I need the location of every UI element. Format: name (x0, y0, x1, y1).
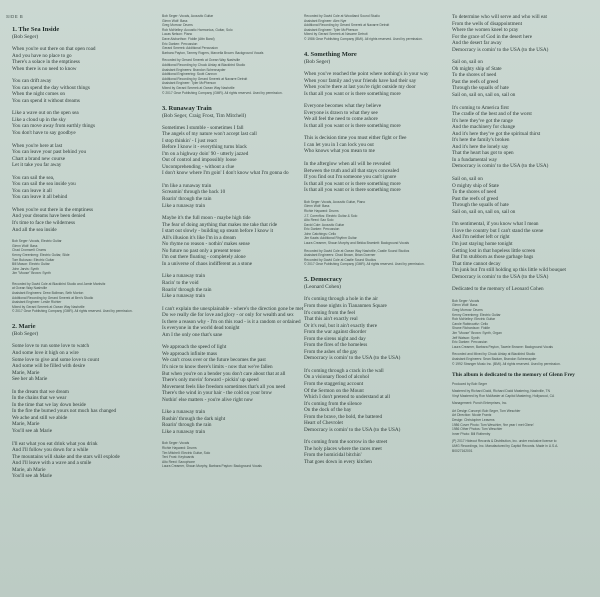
lyric-line: The angels of my nature won't accept last call (162, 131, 257, 138)
lyric-line: When your family and your friends have had their say (304, 77, 417, 84)
lyric-line: And I'll follow you down for a while (12, 447, 89, 454)
lyric-line: Marie, ah Marie (12, 466, 46, 473)
lyric-line: That this ain't exactly real (304, 316, 358, 323)
credits (304, 200, 416, 246)
credit-line: (P) 2017 Hideout Records & Distribution, Inc. under exclusive license to (452, 439, 557, 444)
management-credit: Management: Punch Enterprises, Inc. (452, 401, 508, 406)
song-author: (Bob Seger) (304, 58, 331, 65)
lyric-line: From the war against disorder (304, 329, 367, 336)
lyric-line: Heart of Chevrolet (304, 420, 343, 427)
lyric-line: And you have no place to go (12, 52, 72, 59)
lyric-line: Like a cloud up in the sky (12, 116, 66, 123)
lyric-line: The holy places where the races meet (304, 445, 382, 452)
credit-line: Art Direction: Nicole Frantz (452, 413, 492, 418)
credit-line: Bob Seger: Vocals (452, 298, 480, 303)
credit-line: Bob Seger: Vocals, Acoustic Guitar (162, 14, 214, 18)
credit-line: Assistant Engineer: Alex Nye (304, 18, 347, 23)
credit-line: B0027162001 (452, 448, 473, 453)
credit-line: David Cole: Acoustic Guitar (304, 222, 345, 227)
lyric-line: We all feel the need to come ashore (304, 116, 378, 123)
credit-line: Dave Alsburthon: Fiddle (Attn Band) (162, 36, 215, 41)
column-3 (304, 14, 429, 466)
credit-line: Recorded by David Cole at Blackbird Studio and Jamie Markvitz (12, 281, 106, 286)
lyric-line: I love the country but I can't stand the scene (452, 227, 544, 234)
lyric-line: That the heart has got to open (452, 150, 514, 157)
lyric-line: Roarin' through the rain (162, 422, 212, 429)
credit-line: Additional Recording by Gerard Smerek at Navarre Detroit (304, 23, 390, 28)
lyric-line: Marie, Marie (12, 369, 40, 376)
lyric-line: You'll see ah Marie (12, 428, 53, 434)
credit-line: Additional Recording by Gerard Smerek at Ben's Studio (12, 295, 94, 300)
credit-line: Eric Darken: Percussion (304, 227, 340, 232)
credit-line: Assistant Engineer: Tyler McPherson (304, 27, 358, 32)
lyric-line: Sometimes I stumble - sometimes I fall (162, 124, 244, 131)
producer-credit: Produced by Bob Seger (452, 381, 488, 386)
lyric-line: It's coming from the sorrow in the street (304, 439, 388, 446)
lyric-line: To the shores of need (452, 72, 497, 79)
credit-line: Assistant Engineers: Chad Brown, Brian Doerner (304, 253, 376, 258)
song-author: (Bob Seger) (12, 331, 39, 338)
lyric-line: Some love to run some love to watch (12, 343, 90, 350)
credit-line: John Catchings: Cello (304, 231, 337, 236)
lyric-line: It's here the family's broken (452, 137, 510, 144)
lyric-line: Between the truth and all that stays concealed (304, 167, 399, 174)
lyric-line: I'll eat what you eat drink what you drink (12, 440, 98, 447)
lyric-line: Democracy is comin' to the USA (to the USA) (452, 46, 549, 53)
credit-line: 1986 Other Photos: Tom Weschler (452, 427, 503, 432)
lyric-line: There's only movin' forward - pickin' up speed (162, 377, 259, 384)
lyric-line: All's illusion it's like I'm in a dream (162, 234, 236, 241)
lyric-line: And it's here the lonely say (452, 143, 509, 150)
lyric-line: This is decision time you must either fight or flee (304, 135, 407, 142)
lyric-line: No rhyme no reason - nothin' makes sense (162, 241, 250, 248)
lyric-line: And the desert far away (452, 40, 502, 47)
lyric-line: Out of control and impossibly loose (162, 157, 237, 164)
lyric-line: We can't cross over or the future becomes the past (162, 357, 266, 364)
lyric-line: And I'll leave with a wave and a smile (12, 460, 92, 467)
lyric-line: Is everyone in the world dead tonight (162, 325, 240, 332)
lyric-line: Sail on, sail on, sail on, sail on (452, 208, 516, 215)
lyric-line: In a universe of chaos indifferent as a stone (162, 260, 253, 267)
lyric-line: Racin' to the void (162, 279, 199, 286)
copyright-note: © 1986 Gear Publishing Company (BMI). All rights reserved. Used by permission. (304, 36, 423, 41)
credits (162, 441, 274, 469)
credit-line: Recorded and Mixed by Chuck Ainlay at Blackbird Studio (452, 352, 536, 357)
song-author: (Leonard Cohen) (304, 284, 341, 291)
lyrics (162, 124, 304, 436)
column-2 (162, 14, 304, 469)
song-title: 2. Marie (12, 323, 36, 331)
lyric-line: Past the reefs of greed (452, 78, 499, 85)
lyric-line: No future no past only a present tense (162, 247, 241, 254)
credit-line: Eric Darken: Percussion (162, 41, 198, 46)
credit-line: Laura Creamer, Shaun Murphy and Bekka Bramlett: Background Vocals (304, 241, 410, 246)
lyric-line: Of the Sermon on the Mount (304, 387, 364, 394)
lyric-line: Everyone becomes what they believe (304, 103, 382, 110)
lyric-line: You can sail the sea, (12, 174, 55, 181)
credit-line: Tom Bukovac: Electric Guitar (12, 257, 55, 262)
credit-line: Assistant Engineers: Sean Badum, Brandon Schexnayder (452, 356, 537, 361)
lyric-line: To determine who will serve and who will eat (452, 14, 548, 20)
credit-line: Glenn Wolf: Bass (304, 204, 330, 209)
credit-line: Additional Recording by Gerard Smerek at Navarre Detroit (162, 76, 248, 81)
lyric-line: If you find out I'm someone you can't ignore (304, 174, 397, 181)
lyric-line: But when you're on a bender you don't care about that at all (162, 370, 286, 377)
credit-line: Chad Cromwell: Drums (12, 248, 47, 253)
lyric-line: When the night comes on (12, 91, 66, 98)
credit-line: Assistant Engineers: Drew Bollman, Seth Morton (12, 291, 84, 296)
credit-line: Glenn Wolf: Bass (12, 243, 38, 248)
lyric-line: I can let you in I can lock you out (304, 141, 374, 148)
lyric-line: From the ashes of the gay (304, 348, 358, 355)
credit-line: Bob Seger: Vocals, Electric Guitar (12, 239, 62, 244)
lyric-line: I'm sentimental, if you know what I mean (452, 221, 539, 228)
credit-line: John Jarvis: Synth (12, 266, 39, 271)
lyric-line: Let it take you far away (12, 162, 62, 169)
credit-line: Jim Kaats: Additional Rhythm Guitar (304, 236, 357, 241)
lyric-line: Which I don't pretend to understand at all (304, 394, 391, 401)
lyric-line: When you're out there in the emptiness (12, 206, 94, 213)
lyric-line: Democracy is comin' to the USA (to the USA) (304, 355, 401, 362)
lyric-line: And all the sea inside (12, 226, 57, 233)
credit-line: Teni Frost: Keyboards (162, 455, 195, 460)
credit-line: Jeff Watson: Synth (452, 335, 480, 340)
lyric-line: When you're there at last you're right outside my door (304, 84, 416, 91)
lyric-line: When you're here at last (12, 142, 63, 149)
lyric-line: You can leave it all behind (12, 194, 68, 201)
credit-line: Mixed by Gerard Smerek at Ocean Way Nashville (162, 85, 235, 90)
lyric-line: And some will be filled with desire (12, 363, 86, 370)
lyric-line: That goes down in every kitchen (304, 459, 372, 466)
lyric-line: I start out slowly - building up steam before I know it (162, 228, 274, 235)
lyric-line: Some love to give and some love to count (12, 356, 100, 363)
song-author: (Bob Seger) (12, 34, 39, 40)
lyric-line: It's coming from the feel (304, 309, 356, 316)
credit-line: Rob McNelley: Electric Guitar (452, 317, 496, 322)
song-title: 1. The Sea Inside (12, 26, 60, 33)
credit-line: Bill Mason: Electric Guitar (12, 262, 50, 267)
lyric-line: I'm like a runaway train (162, 182, 212, 189)
lyric-line: I don't know where I'm goin' I don't know what I'm gonna do (162, 170, 289, 177)
lyric-line: It's time to face the wilderness (12, 220, 76, 227)
lyric-line: We approach the speed of light (162, 344, 227, 351)
lyric-line: In a fundamental way (452, 156, 498, 163)
lyric-line: Is that all you want or is there something more (304, 180, 401, 187)
copyright-note: © 2017 Gear Publishing Company (GMR). All rights reserved. Used by permission. (304, 262, 425, 267)
lyric-line: From the fires of the homeless (304, 342, 368, 349)
credit-line: Lucas Nelson: Piano (162, 32, 193, 37)
credit-line: Additional Engineering: Scott Cannon (162, 72, 217, 77)
credit-line: Greg Morrow: Drums (452, 307, 483, 312)
lyric-line: And the machinery for change (452, 124, 516, 131)
lyric-line: Past the reefs of greed (452, 195, 499, 202)
recording-notes (162, 58, 274, 90)
lyric-line: It's here they've got the range (452, 117, 513, 124)
lyric-line: To the shores of need (452, 189, 497, 196)
column-4 (452, 14, 590, 453)
lyric-line: You can leave it all (12, 187, 52, 194)
lyric-line: Democracy is comin' to the USA (to the USA) (304, 426, 401, 433)
lyric-line: In the fire the burned yours not much has changed (12, 408, 117, 415)
credits (12, 239, 124, 276)
recording-notes (304, 14, 416, 37)
recording-notes (304, 249, 416, 263)
lyric-line: From those nights in Tiananmen Square (304, 302, 387, 309)
lyric-line: Like a runaway train (162, 293, 206, 300)
lyric-line: From the homicidal bitchin' (304, 452, 362, 459)
lyric-line: Is there a reason why - I'm on this road - is it a random or ordained (162, 318, 301, 325)
lyric-line: From the wells of disappointment (452, 20, 523, 27)
lyric-line: We ache and still we abide (12, 414, 68, 421)
lyric-line: Sail on, sail on (452, 59, 483, 66)
lyric-line: I'm just staying home tonight (452, 240, 513, 247)
credit-line: Inner Photo: Bill Rothenby (452, 431, 491, 436)
lyric-line: Getting lost in that hopeless little screen (452, 247, 536, 254)
credit-line: Alto Reed: Sax Solo (304, 218, 334, 223)
lyric-line: Am I the only one that's sane (162, 331, 223, 338)
credit-line: Richie Hayward: Drums (304, 208, 339, 213)
credit-line: Recorded by David Cole at Castle Sound Studios (304, 257, 377, 262)
lyric-line: In the time that we lay down beside (12, 401, 86, 408)
lyrics (304, 296, 416, 465)
credit-line: Greg Morrow: Drums (162, 23, 193, 28)
lyrics-continued (452, 14, 590, 280)
lyric-line: You can sail the sea inside you (12, 181, 76, 188)
credits (452, 299, 590, 350)
lyric-line: But I'm stubborn as those garbage bags (452, 254, 534, 261)
credit-line: Mixed by Gerard Smerek at Navarre Detroit (304, 32, 368, 37)
column-1 (12, 26, 133, 480)
credit-line: Glenn Wolf: Bass (162, 18, 188, 23)
credit-line: Laura Creamer, Shaun Murphy, Barbara Payton: Background Vocals (162, 464, 262, 469)
lyric-line: I'm out there floating - completely alone (162, 254, 246, 261)
lyric-line: When you've reached the point where nothing's in your way (304, 70, 429, 77)
credit-line: Bob Seger: Vocals (162, 441, 190, 446)
copyright-note: © 2017 Gear Publishing Company (GMR). All rights reserved. Used by permission. (162, 90, 283, 95)
lyric-line: In the chains that we wear (12, 395, 67, 402)
mastering-credits (452, 389, 590, 398)
lyric-line: O mighty ship of State (452, 182, 499, 189)
credit-line: 1986 Cover Photo: Tom Weschler, 'the year I met Glenn' (452, 422, 534, 427)
credit-line: Glenn Wolf: Bass (452, 303, 478, 308)
lyric-line: Chart a brand new course (12, 155, 66, 162)
lyric-line: You don't have to say goodbye (12, 130, 76, 137)
lyric-line: When you're out there on that open road (12, 46, 96, 52)
lyric-line: From the brave, the bold, the battered (304, 413, 383, 420)
credit-line: Art Design Concept: Bob Seger, Tom Weschler (452, 408, 521, 413)
lyric-line: I'm on a highway doin' 90 - utterly jazzed (162, 150, 249, 157)
side-label: SIDE B (6, 14, 24, 19)
credit-line: Recorded by Gerard Smerek at Ocean Way Nashville (162, 58, 241, 63)
lyric-line: There's the wind in your hair - the cold on your brow (162, 390, 272, 397)
lyric-line: Everyone is drawn to what they see (304, 109, 378, 116)
credit-line: Rob McNelley: Acoustic Harmonica, Guitar, Solo (162, 27, 233, 32)
lyric-line: Like a runaway train (162, 273, 206, 280)
lyric-line: Democracy is comin' to the USA (to the USA) (452, 163, 549, 170)
lyric-line: And it's here they've got the spiritual thirst (452, 130, 541, 137)
lyric-line: And I'm neither left or right (452, 234, 510, 241)
credit-line: at Ocean Way Nashville (12, 286, 48, 291)
lyric-line: In the afterglow when all will be revealed (304, 160, 391, 167)
credit-line: Additional Recording by Chuck Ainlay at Blackbird Studio (162, 62, 246, 67)
credit-line: Jim "Moose" Brown: Synth, Organ (452, 330, 502, 335)
credit-line: Gerard Smerek: Additional Percussion (162, 46, 218, 51)
credits (162, 14, 274, 55)
song-title: 4. Something More (304, 50, 357, 58)
lyric-line: Like a runaway train (162, 409, 206, 416)
dedication-cohen: Dedicated to the memory of Leonard Cohen (452, 286, 544, 293)
lyric-line: In the dream that we dream (12, 388, 69, 395)
lyric-line: Through the squalls of hate (452, 202, 509, 209)
lyric-line: I'm junk but I'm still holding up this little wild bouquet (452, 267, 566, 274)
credit-line: Richie Hayward: Drums (162, 446, 197, 451)
credit-line: Barbara Payton, Tammy Rogers, Marcella Brown: Background Vocals (162, 50, 264, 55)
lyric-line: It's coming through a crack in the wall (304, 367, 384, 374)
lyric-line: You can drift away (12, 78, 52, 85)
lyric-line: You can move away from earthly things (12, 123, 96, 130)
lyric-line: Or it's real, but it ain't exactly there (304, 322, 378, 329)
credit-line: Tim Mitchell: Electric Guitar, Solo (162, 450, 211, 455)
recording-notes (12, 282, 124, 310)
credit-line: Bob Seger: Vocals, Acoustic Guitar, Piano (304, 199, 366, 204)
lyrics (12, 343, 124, 479)
credit-line: Eric Darken: Percussion (452, 340, 488, 345)
credit-line: Mixed by Gerard Smerek at Ocean Way Nashville (12, 304, 85, 309)
credit-line: Design: Christopher Leavens (452, 418, 495, 423)
lyric-line: I can't explain the unexplainable - where's the direction gone be met (162, 305, 304, 312)
lyric-line: Roarin' through the rain (162, 195, 212, 202)
lyric-line: On a visionary flood of alcohol (304, 374, 369, 381)
album-dedication: This album is dedicated to the memory of Glenn Frey (452, 371, 575, 378)
lyric-line: From the sirens night and day (304, 335, 366, 342)
lyric-line: Is that all you want or is there something more (304, 187, 401, 194)
lyric-line: Oh mighty ship of State (452, 65, 502, 72)
lyric-line: I stop thinkin' - I just react (162, 137, 217, 144)
lyric-line: And your dreams have been denied (12, 213, 86, 220)
lyric-line: Is that all you want or is there something more (304, 122, 401, 129)
song-title: 5. Democracy (304, 276, 342, 284)
lyric-line: Where the women kneel to pray (452, 27, 519, 34)
lyric-line: The fear of doing anything that makes me take that ride (162, 221, 278, 228)
song-title: 3. Runaway Train (162, 104, 212, 112)
credit-line: Assistant Engineer: Leslie Richter (12, 300, 62, 305)
credit-line: Laura Creamer, Barbara Payton, Tawnie Browne: Background Vocals (452, 344, 553, 349)
lyric-line: Who knows what you mean to me (304, 148, 375, 155)
lyric-line: Sail on, sail on, sail on, sail on (452, 92, 516, 99)
lyric-line: Maybe it's the full moon - maybe high tide (162, 215, 251, 222)
lyric-line: You can leave your past behind you (12, 149, 87, 156)
lyric-line: When there is no need to know (12, 65, 77, 72)
lyric-line: The cradle of the best and of the worst (452, 111, 532, 118)
lyric-line: Nothin' else matters - you're alive right now (162, 396, 254, 403)
credit-line: Kenny Greenberg: Electric Guitar, Slide (12, 252, 70, 257)
lyric-line: Rushin' through the dark night (162, 415, 226, 422)
lyric-line: Democracy is comin' to the USA (to the USA) (452, 273, 549, 280)
label-notice (452, 439, 590, 453)
lyric-line: For the grace of God in the desert here (452, 33, 533, 40)
lyric-line: It's coming to America first (452, 104, 509, 111)
lyric-line: Do we really die for love and glory - or only for wealth and sex (162, 312, 294, 319)
lyric-line: From the staggering account (304, 381, 364, 387)
lyric-line: It's nice to know there's limits - now that we've fallen (162, 364, 273, 370)
lyric-line: You can spend the day without things (12, 84, 90, 91)
lyric-line: Marie, Marie (12, 421, 40, 428)
credit-line: Recorded by David Cole at Ocean Way Nashville, Castle Sound Studios (304, 248, 410, 253)
credit-line: J.T. Corenflos: Electric Guitar & Solo (304, 213, 358, 218)
copyright-note: © 1992 Stranger Music Inc. (BMI). All rights reserved. Used by permission. (452, 361, 561, 366)
lyric-line: Like a wave out on the open sea (12, 110, 79, 117)
lyric-line: Through the squalls of hate (452, 85, 509, 92)
lyric-line: Movement feels like freedom sometimes that's all you need (162, 383, 286, 390)
copyright-note: © 2017 Gear Publishing Company (GMR). All rights reserved. Used by permission. (12, 309, 133, 314)
credit-line: Recorded by David Cole at Woodland Sound Studio (304, 14, 380, 18)
credit-line: Kenny Greenberg: Electric Guitar (452, 312, 501, 317)
lyric-line: It's coming through a hole in the air (304, 296, 378, 303)
lyrics (304, 70, 429, 194)
song-author: (Bob Seger, Craig Frost, Tim Mitchell) (162, 112, 247, 119)
lyric-line: On the dock of the bay (304, 407, 352, 414)
lyric-line: That time cannot decay (452, 260, 501, 267)
lyric-line: There's a solace in the emptiness (12, 59, 80, 66)
art-credits (452, 409, 590, 437)
credit-line: Vinyl Mastered by Ron McMaster at Capitol Mastering, Hollywood, CA (452, 393, 555, 398)
credit-line: Carole Rabinowitz: Cello (452, 321, 489, 326)
lyrics (12, 46, 124, 233)
credit-line: Alto Reed: Saxophone (162, 459, 195, 464)
lyric-line: Like a runaway train (162, 428, 206, 435)
lyric-line: Uncomprehending - without a clue (162, 163, 235, 170)
credit-line: Assistant Engineer: Tyler McPherson (162, 81, 216, 86)
credit-line: Jim "Moose" Brown: Synth (12, 271, 51, 276)
credit-line: Assistant Engineers: Brandon Schexnayder (162, 67, 226, 72)
lyric-line: And some love it high on a wire (12, 349, 79, 356)
lyric-line: Sail on, sail on (452, 176, 483, 183)
lyric-line: You can spend it without dreams (12, 97, 80, 104)
lyric-line: Screamin' through the back 10 (162, 189, 226, 196)
credit-line: Shane Richardson: Fiddle (452, 326, 490, 331)
recording-notes (452, 352, 590, 361)
lyric-line: See her ah Marie (12, 376, 48, 383)
lyric-line: You'll see ah Marie (12, 473, 53, 480)
lyric-line: Before I know it - everything turns black (162, 144, 247, 151)
lyric-line: We approach infinite mass (162, 350, 218, 357)
lyric-line: Like a runaway train (162, 202, 206, 209)
lyric-line: It's coming from the silence (304, 400, 362, 407)
credit-line: Mastered by Richard Dodd, Richard Dodd Mastering, Nashville, TN (452, 389, 550, 394)
lyric-line: Roarin' through the rain (162, 286, 212, 293)
lyric-line: Is that all you want or is there something more (304, 90, 401, 97)
lyric-line: The mountains will shake and the stars will explode (12, 453, 120, 460)
credit-line: UMG Recordings, Inc. Manufactured by Capitol Records. Made in U.S.A. (452, 444, 559, 449)
